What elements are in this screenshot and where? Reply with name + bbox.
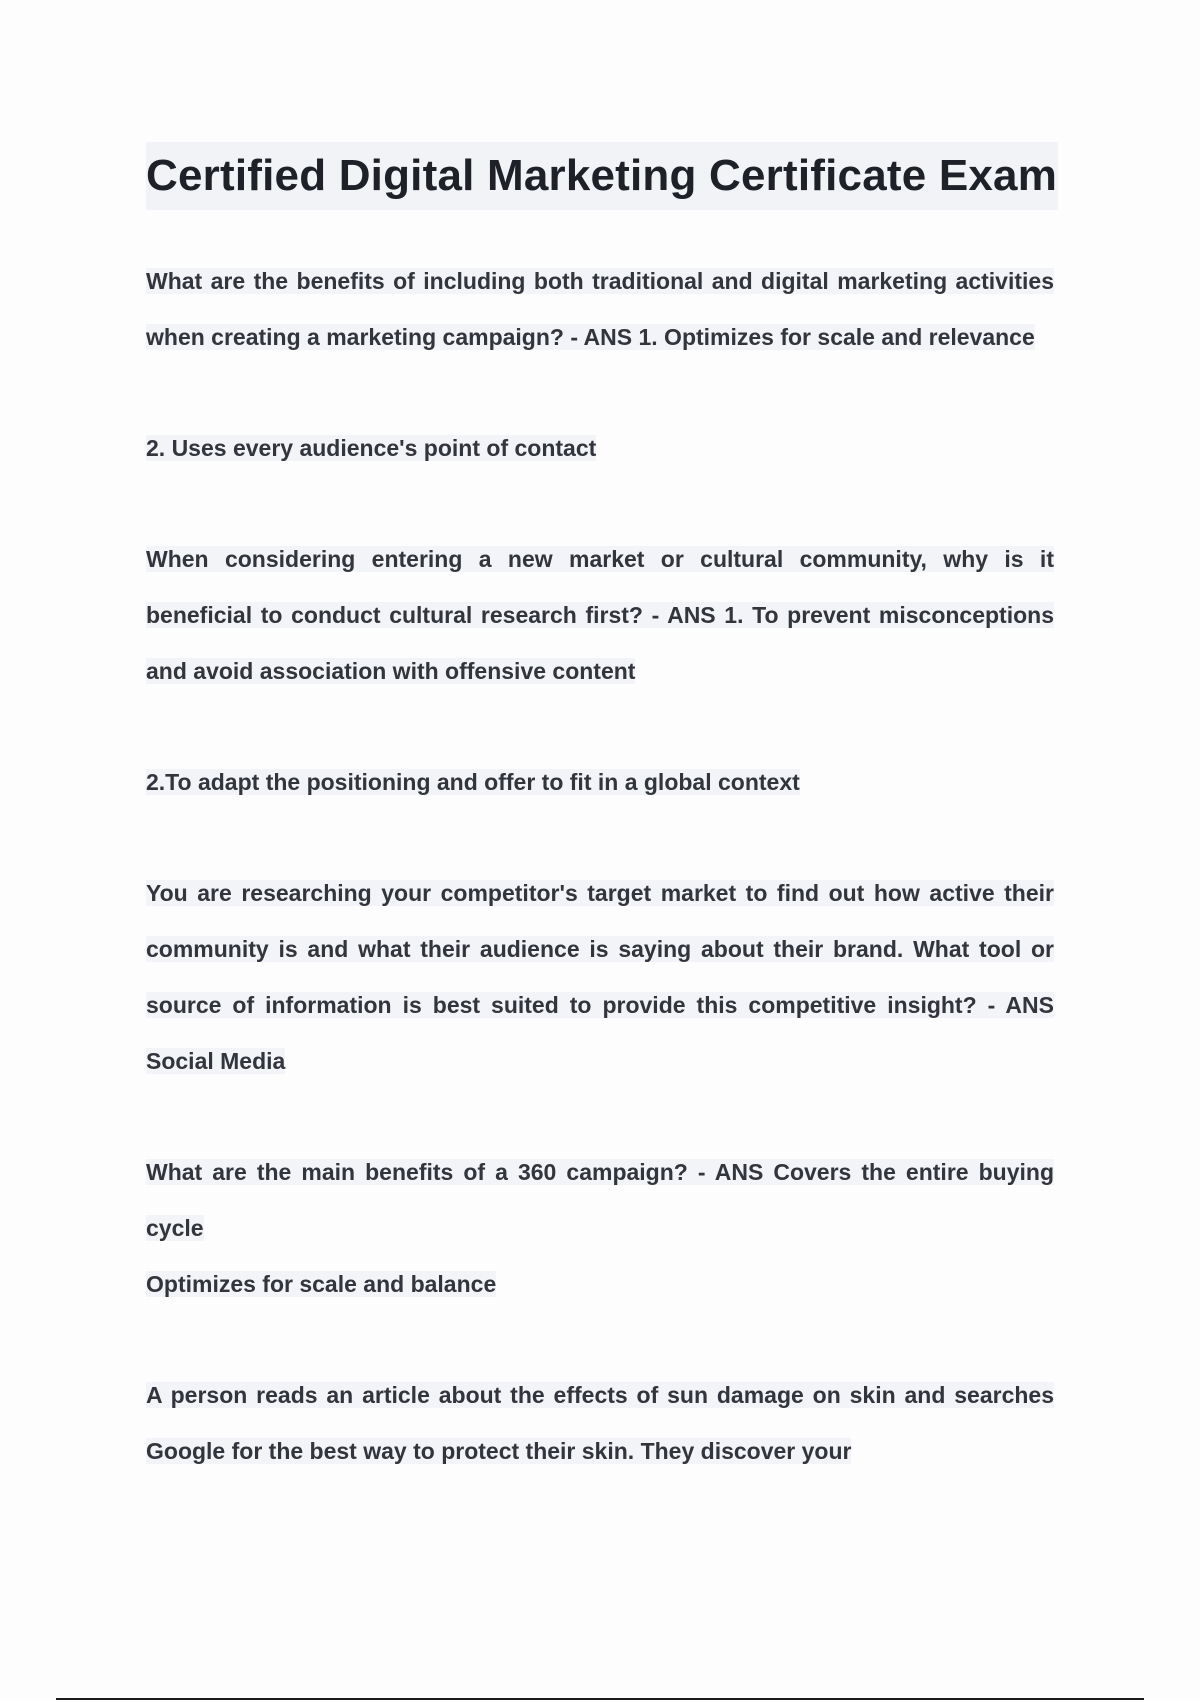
paragraph-text: What are the benefits of including both traditional and digital marketing activities when creating a marketing campaign? - ANS 1. Optimizes for scale and relevance bbox=[146, 268, 1054, 350]
answer-continuation-paragraph bbox=[146, 420, 1054, 476]
question-answer-paragraph bbox=[146, 531, 1054, 699]
question-answer-paragraph bbox=[146, 253, 1054, 365]
paragraph-text: When considering entering a new market or cultural community, why is it beneficial to conduct cultural research first? - ANS 1. To prevent misconceptions and avoid association with offensive content bbox=[146, 546, 1054, 684]
question-answer-paragraph bbox=[146, 865, 1054, 1089]
answer-continuation-paragraph bbox=[146, 754, 1054, 810]
paragraph-text: What are the main benefits of a 360 campaign? - ANS Covers the entire buying cycle bbox=[146, 1159, 1054, 1241]
document-body bbox=[146, 253, 1054, 1479]
document-title: Certified Digital Marketing Certificate Exam bbox=[146, 142, 1058, 210]
paragraph-text: 2.To adapt the positioning and offer to fit in a global context bbox=[146, 769, 800, 795]
paragraph-text: You are researching your competitor's target market to find out how active their community is and what their audience is saying about their brand. What tool or source of information is best suited to provide this competitive insight? - ANS Social Media bbox=[146, 880, 1054, 1074]
question-answer-paragraph bbox=[146, 1144, 1054, 1312]
paragraph-text: A person reads an article about the effects of sun damage on skin and searches Google for the best way to protect their skin. They discover your bbox=[146, 1382, 1054, 1464]
question-paragraph-partial bbox=[146, 1367, 1054, 1479]
paragraph-text: Optimizes for scale and balance bbox=[146, 1271, 497, 1297]
paragraph-text: 2. Uses every audience's point of contact bbox=[146, 435, 597, 461]
